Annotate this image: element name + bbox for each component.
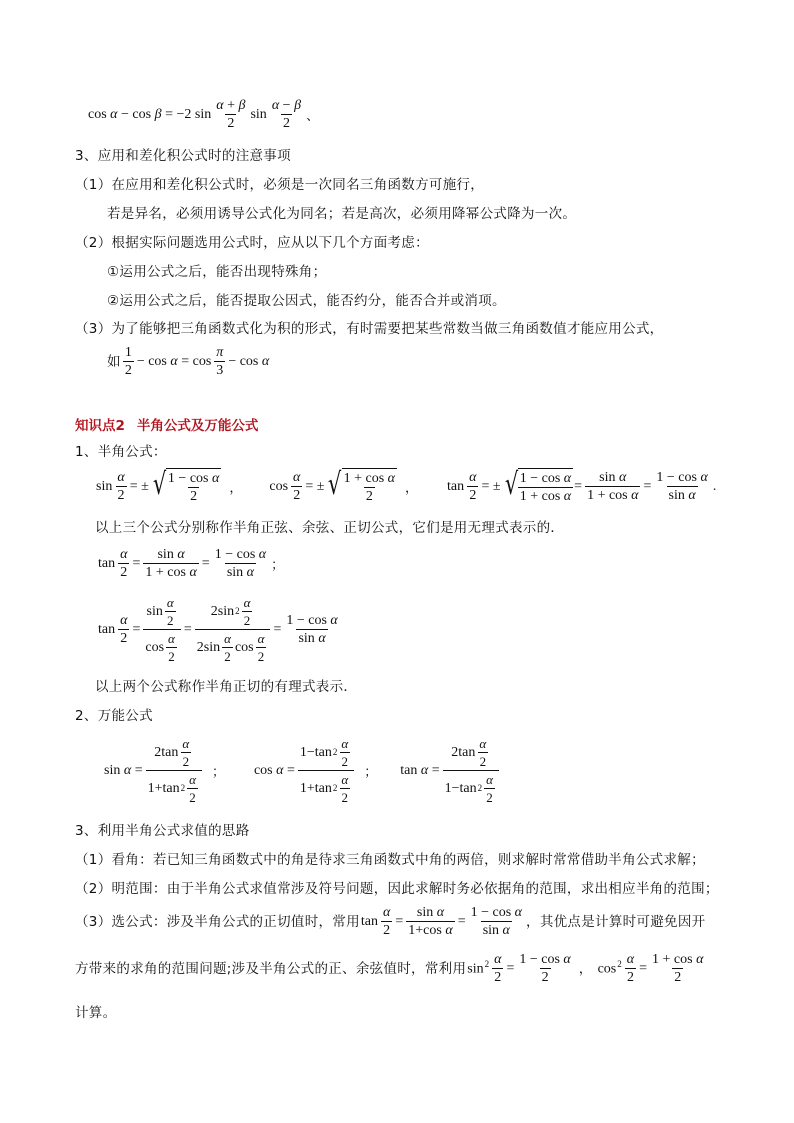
half-angle-tan-rational-formula: tan $\frac{\alpha}{2}$ = $\frac{\text{sin α}}{\text{1 + cos α}}$ = $\frac{\text{1 − cos α}}{\text{sin α}}$ ； <box>98 547 285 580</box>
section3-point2a: ①运用公式之后，能否出现特殊角； <box>107 264 327 280</box>
sqrt-cos-half: √ $\frac{\text{1 + cos α}}{2}$ <box>328 467 396 504</box>
kp2-title: 半角公式及万能公式 <box>136 418 259 434</box>
kp2-label: 知识点2 <box>75 418 125 434</box>
strategy-inline-cos2-formula: $\cos^2$ $\frac{\alpha}{2}$ = $\frac{\text{1 + cos α}}{2}$ <box>597 952 704 985</box>
half-angle-radical-desc: 以上三个公式分别称作半角正弦、余弦、正切公式，它们是用无理式表示的． <box>95 520 565 536</box>
half-angle-title: 1、半角公式： <box>75 444 167 460</box>
sum-to-product-cos-diff-formula: cos α − cos β = −2 sin $\frac{\alpha + \beta}{2}$ sin $\frac{\alpha - \beta}{2}$ 、 <box>88 98 320 131</box>
section3-point2: （2）根据实际问题选用公式时，应从以下几个方面考虑： <box>75 235 429 251</box>
strategy-end: 计算。 <box>75 1005 117 1021</box>
half-angle-tan-derivation: tan $\frac{\alpha}{2}$ = sin $\frac{\alpha}{2}$ cos $\frac{\alpha}{2}$ = 2sin 2 $\frac{\alpha}{2}$ 2sin $\frac{\alpha}{2}$ cos $\frac{\alpha}{2}$ = $\frac{\text{1 − cos α}}{\text{sin α}}$ <box>98 595 338 664</box>
constant-as-trig-example: 如 $\frac{1}{2}$ − cos α = cos $\frac{\pi}{3}$ − cos α <box>107 345 270 378</box>
strategy-point4-b: ， <box>578 960 593 977</box>
strategy-inline-sin2-formula: $\sin^2$ $\frac{\alpha}{2}$ = $\frac{\text{1 − cos α}}{2}$ <box>467 952 571 985</box>
half-angle-radical-formulas: sin $\frac{\alpha}{2}$ = ± √ $\frac{\text{1 − cos α}}{2}$ ， cos $\frac{\alpha}{2}$ = ± √ $\frac{\text{1 + cos α}}{2}$ ， tan $\frac{\alpha}{2}$ = ± √ $\frac{\text{1 − cos α}}{\text{1 + cos α}}$ = $\frac{\text{sin α}}{\text{1 + cos α}}$ = $\frac{\text{1 − cos α}}{\text{sin α}}$ . <box>96 467 717 504</box>
strategy-point4-a: 方带来的求角的范围问题;涉及半角公式的正、余弦值时，常利用 <box>75 960 467 977</box>
strategy-point3 <box>75 904 705 939</box>
section3-title: 3、应用和差化积公式时的注意事项 <box>75 148 291 164</box>
half-angle-rational-desc: 以上两个公式称作半角正切的有理式表示． <box>95 679 358 695</box>
knowledge-point-2-heading <box>75 414 258 434</box>
universal-formulas: sin α = 2tan $\frac{\alpha}{2}$ 1+tan 2 $\frac{\alpha}{2}$ ； cos α = 1−tan 2 $\frac{\alpha}{2}$ 1+tan 2 $\frac{\alpha}{2}$ ； tan α = 2tan $\frac{\alpha}{2}$ 1−tan 2 $\frac{\alpha}{2}$ <box>103 735 501 806</box>
sqrt-sin-half: √ $\frac{\text{1 − cos α}}{2}$ <box>152 467 220 504</box>
strategy-title: 3、利用半角公式求值的思路 <box>75 823 250 839</box>
section3-point2b: ②运用公式之后，能否提取公因式，能否约分，能否合并或消项。 <box>107 293 506 309</box>
section3-point3: （3）为了能够把三角函数式化为积的形式，有时需要把某些常数当做三角函数值才能应用公式， <box>75 321 664 337</box>
example-prefix: 如 <box>107 353 121 370</box>
universal-formula-title: 2、万能公式 <box>75 708 153 724</box>
section3-point1: （1）在应用和差化积公式时，必须是一次同名三角函数方可施行， <box>75 177 485 193</box>
strategy-point3-b: ，其优点是计算时可避免因开 <box>526 913 706 930</box>
strategy-point1: （1）看角：若已知三角函数式中的角是待求三角函数式中角的两倍，则求解时常常借助半角公式求解； <box>75 852 705 868</box>
strategy-inline-tan-formula: tan $\frac{\alpha}{2}$ = $\frac{\text{sin α}}{\text{1+cos α}}$ = $\frac{\text{1 − cos α}}{\text{sin α}}$ <box>360 905 523 938</box>
strategy-point3-a: （3）选公式：涉及半角公式的正切值时，常用 <box>75 913 360 930</box>
section3-point1-cont: 若是异名，必须用诱导公式化为同名；若是高次，必须用降幂公式降为一次。 <box>107 206 577 222</box>
sqrt-tan-half: √ $\frac{\text{1 − cos α}}{\text{1 + cos α}}$ <box>504 467 572 504</box>
strategy-point3-cont <box>75 951 707 986</box>
strategy-point2: （2）明范围：由于半角公式求值常涉及符号问题，因此求解时务必依据角的范围，求出相应半角的范围； <box>75 881 719 897</box>
